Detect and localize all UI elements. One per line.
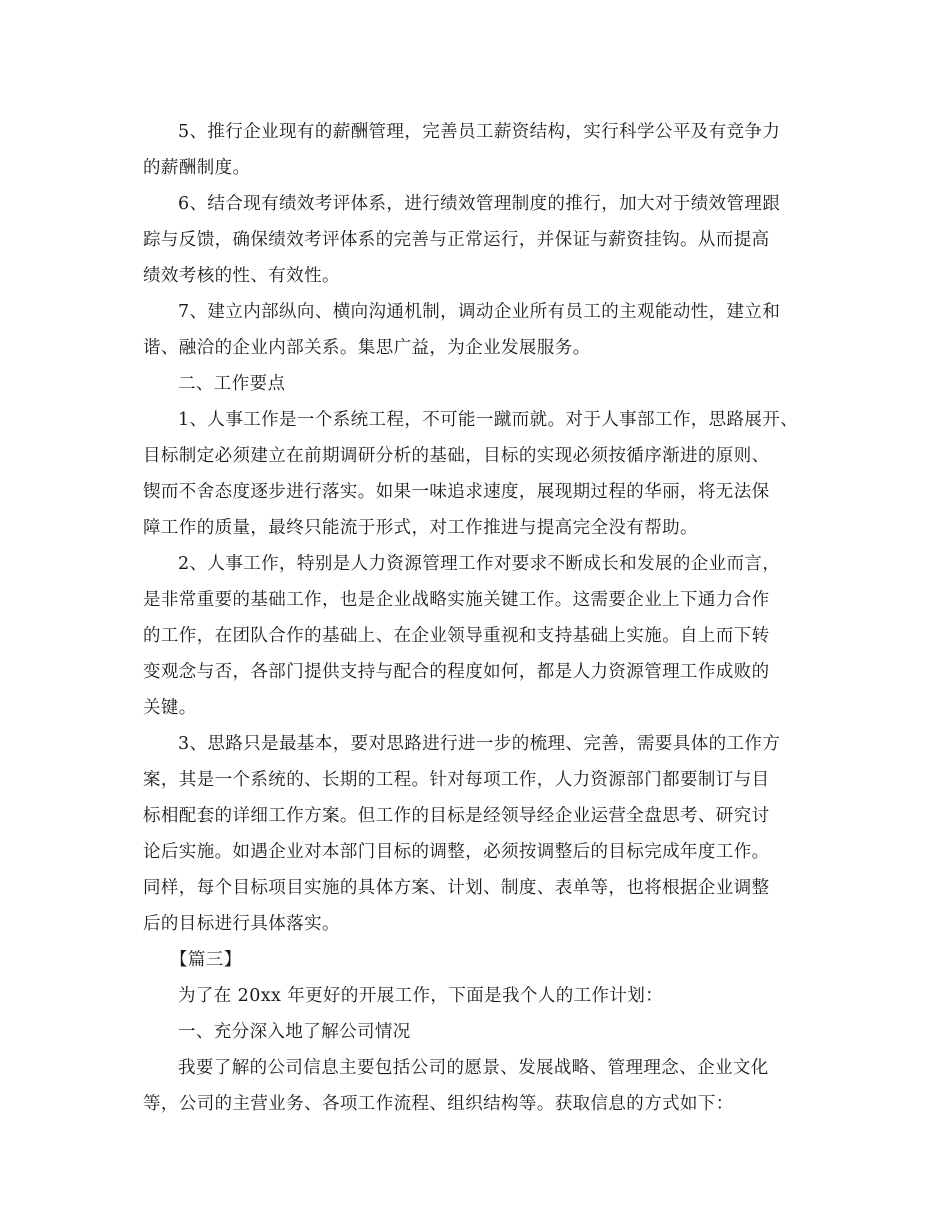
text-line: 后的目标进行具体落实。 xyxy=(143,914,340,934)
text-line: 6、结合现有绩效考评体系，进行绩效管理制度的推行，加大对于绩效管理跟 xyxy=(178,194,781,214)
text-line: 标相配套的详细工作方案。但工作的目标是经领导经企业运营全盘思考、研究讨 xyxy=(143,806,770,826)
text-line: 锲而不舍态度逐步进行落实。如果一味追求速度，展现期过程的华丽，将无法保 xyxy=(143,482,770,502)
text-line: 论后实施。如遇企业对本部门目标的调整，必须按调整后的目标完成年度工作。 xyxy=(143,842,770,862)
text-line: 5、推行企业现有的薪酬管理，完善员工薪资结构，实行科学公平及有竞争力 xyxy=(178,122,781,142)
text-line: 目标制定必须建立在前期调研分析的基础，目标的实现必须按循序渐进的原则、 xyxy=(143,446,770,466)
text-line: 踪与反馈，确保绩效考评体系的完善与正常运行，并保证与薪资挂钩。从而提高 xyxy=(143,230,770,250)
text-line: 我要了解的公司信息主要包括公司的愿景、发展战略、管理理念、企业文化 xyxy=(178,1058,769,1078)
text-line: 障工作的质量，最终只能流于形式，对工作推进与提高完全没有帮助。 xyxy=(143,518,698,538)
text-line: 案，其是一个系统的、长期的工程。针对每项工作，人力资源部门都要制订与目 xyxy=(143,770,770,790)
text-line: 谐、融洽的企业内部关系。集思广益，为企业发展服务。 xyxy=(143,338,591,358)
text-line: 2、人事工作，特别是人力资源管理工作对要求不断成长和发展的企业而言， xyxy=(178,554,781,574)
section-heading: 【篇三】 xyxy=(170,950,242,970)
text-line: 1、人事工作是一个系统工程，不可能一蹴而就。对于人事部工作，思路展开、 xyxy=(178,410,799,430)
text-line: 是非常重要的基础工作，也是企业战略实施关键工作。这需要企业上下通力合作 xyxy=(143,590,770,610)
text-line: 的薪酬制度。 xyxy=(143,158,251,178)
text-line: 变观念与否，各部门提供支持与配合的程度如何，都是人力资源管理工作成败的 xyxy=(143,662,770,682)
text-line: 同样，每个目标项目实施的具体方案、计划、制度、表单等，也将根据企业调整 xyxy=(143,878,770,898)
text-line: 3、思路只是最基本，要对思路进行进一步的梳理、完善，需要具体的工作方 xyxy=(178,734,781,754)
text-line: 7、建立内部纵向、横向沟通机制，调动企业所有员工的主观能动性，建立和 xyxy=(178,302,781,322)
text-line: 绩效考核的性、有效性。 xyxy=(143,266,340,286)
text-line: 的工作，在团队合作的基础上、在企业领导重视和支持基础上实施。自上而下转 xyxy=(143,626,770,646)
section-heading: 二、工作要点 xyxy=(178,374,286,394)
text-line: 关键。 xyxy=(143,698,197,718)
section-heading: 一、充分深入地了解公司情况 xyxy=(178,1022,411,1042)
text-line: 等，公司的主营业务、各项工作流程、组织结构等。获取信息的方式如下： xyxy=(143,1094,734,1114)
text-line: 为了在 20xx 年更好的开展工作，下面是我个人的工作计划： xyxy=(178,986,664,1006)
